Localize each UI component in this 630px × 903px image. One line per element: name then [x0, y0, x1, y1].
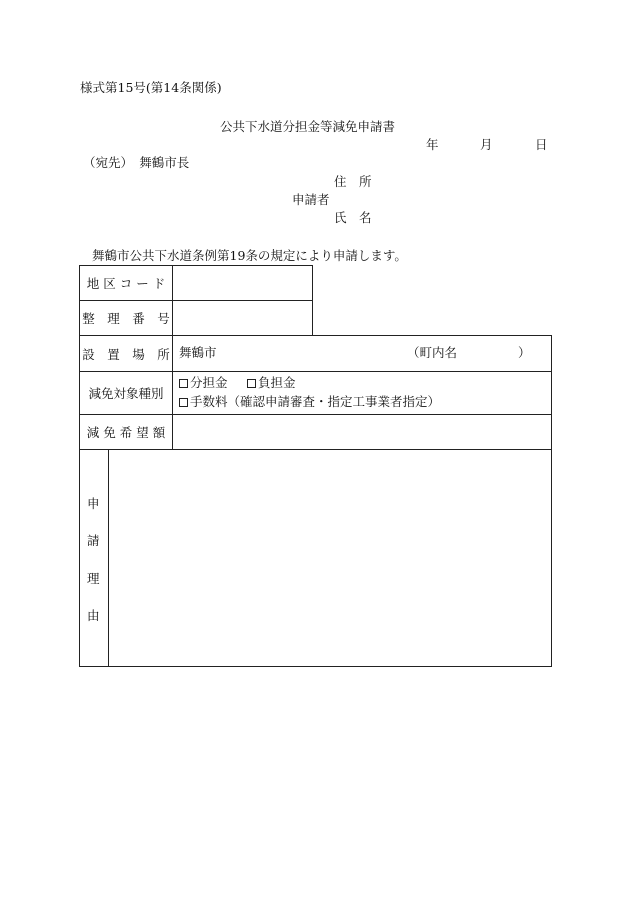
town-name-close: ）: [518, 345, 531, 360]
desired-amount-label: 減 免 希 望 額: [80, 415, 173, 449]
district-code-field[interactable]: [173, 266, 312, 300]
location-label: 設 置 場 所: [80, 336, 173, 371]
reference-number-label: 整 理 番 号: [80, 301, 173, 335]
addressee: （宛先） 舞鶴市長: [83, 155, 190, 170]
application-statement: 舞鶴市公共下水道条例第19条の規定により申請します。: [92, 248, 407, 263]
option-share-fee-label: 分担金: [190, 375, 228, 390]
option-commission-label: 手数料（確認申請審査・指定工事業者指定）: [190, 394, 441, 409]
town-name-label: （町内名: [407, 345, 458, 360]
address-label: 住 所: [334, 174, 372, 189]
reason-label-char: 申: [87, 496, 100, 511]
applicant-label: 申請者: [292, 192, 330, 207]
district-code-label: 地 区 コ ー ド: [80, 266, 173, 300]
reason-label-char: 請: [87, 533, 100, 548]
location-city: 舞鶴市: [179, 345, 217, 360]
code-table: [79, 265, 313, 336]
reason-label-char: 由: [87, 608, 100, 623]
checkbox-icon[interactable]: [247, 379, 256, 388]
reason-label-char: 理: [87, 571, 100, 586]
desired-amount-field[interactable]: [173, 415, 551, 449]
checkbox-icon[interactable]: [179, 379, 188, 388]
location-field[interactable]: [173, 336, 551, 371]
option-share-fee[interactable]: [179, 375, 228, 391]
form-number: 様式第15号(第14条関係): [80, 80, 222, 95]
date-year-label: 年: [426, 137, 439, 152]
option-burden-fee[interactable]: [247, 375, 296, 391]
option-burden-fee-label: 負担金: [258, 375, 296, 390]
application-table: [79, 335, 552, 667]
name-label: 氏 名: [334, 210, 372, 225]
exemption-type-label: 減免対象種別: [80, 372, 173, 414]
date-day-label: 日: [535, 137, 548, 152]
document-title: 公共下水道分担金等減免申請書: [220, 119, 396, 134]
reason-field[interactable]: [109, 450, 551, 666]
reference-number-field[interactable]: [173, 301, 312, 335]
option-commission[interactable]: [179, 394, 440, 410]
checkbox-icon[interactable]: [179, 398, 188, 407]
date-month-label: 月: [480, 137, 493, 152]
exemption-type-options: [173, 372, 551, 414]
